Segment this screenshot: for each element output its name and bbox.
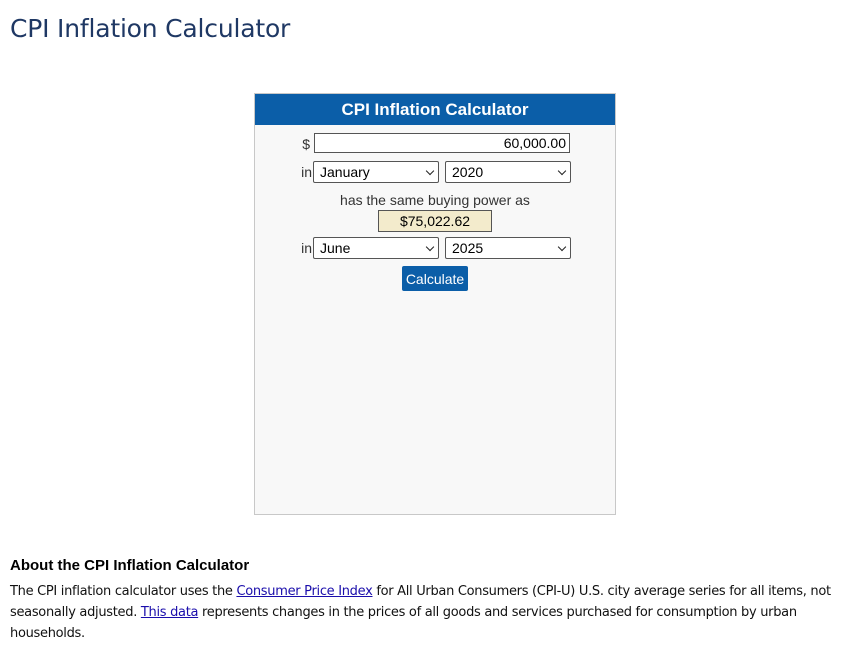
from-in-label: in: [301, 164, 312, 180]
chevron-down-icon: [558, 243, 566, 251]
about-text-part2: for All Urban Consumers (CPI-U) U.S. city average series for all items, not seasonally adjusted.: [10, 584, 831, 620]
chevron-down-icon: [426, 243, 434, 251]
consumer-price-index-link[interactable]: Consumer Price Index: [236, 584, 373, 599]
from-date-row: [255, 161, 615, 183]
amount-row: [255, 133, 615, 155]
to-year-value: 2025: [452, 240, 484, 256]
about-text-part3: represents changes in the prices of all goods and services purchased for consumption by urban households.: [10, 605, 797, 641]
to-year-select[interactable]: [445, 237, 571, 259]
about-description: [10, 581, 850, 644]
to-month-select[interactable]: [313, 237, 439, 259]
chevron-down-icon: [558, 167, 566, 175]
to-month-value: June: [320, 240, 351, 256]
this-data-link[interactable]: This data: [140, 605, 199, 620]
to-in-label: in: [301, 240, 312, 256]
same-buying-power-text: has the same buying power as: [340, 192, 530, 208]
result-value: $75,022.62: [378, 210, 492, 232]
chevron-down-icon: [426, 167, 434, 175]
to-date-row: [255, 237, 615, 259]
about-text-part1: The CPI inflation calculator uses the: [10, 584, 237, 599]
from-year-select[interactable]: [445, 161, 571, 183]
calculator-header: CPI Inflation Calculator: [255, 94, 615, 125]
cpi-calculator-panel: [254, 93, 616, 515]
page-title: CPI Inflation Calculator: [10, 14, 291, 43]
from-month-value: January: [320, 164, 370, 180]
from-month-select[interactable]: [313, 161, 439, 183]
currency-symbol: $: [302, 136, 310, 152]
amount-input[interactable]: [314, 133, 570, 153]
from-year-value: 2020: [452, 164, 484, 180]
about-title: About the CPI Inflation Calculator: [10, 557, 250, 574]
calculate-button[interactable]: Calculate: [402, 266, 468, 291]
